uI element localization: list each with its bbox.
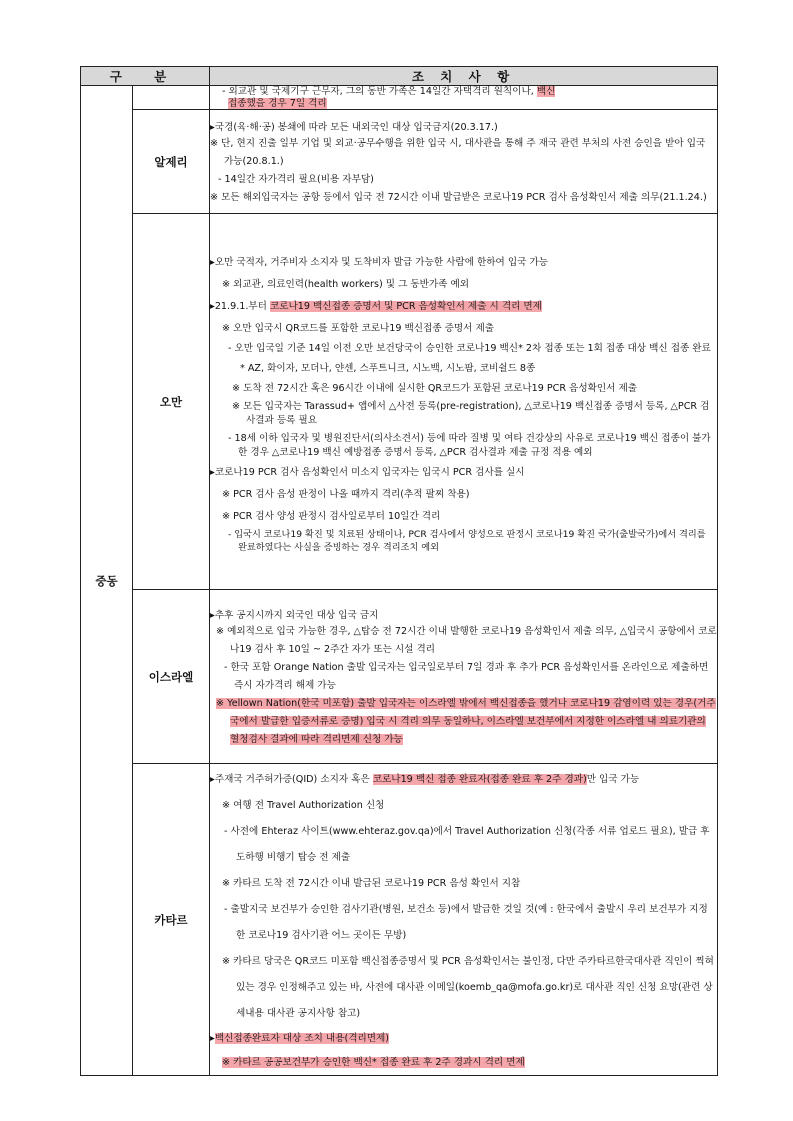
region-label: 중동	[95, 573, 118, 588]
measures-cell	[210, 764, 718, 1076]
text-line: - 한국 포함 Orange Nation 출발 입국자는 입국일로부터 7일 경과 후 추가 PCR 음성확인서를 온라인으로 제출하면 즉시 자가격리 해제 가능	[224, 661, 709, 691]
table-row	[81, 214, 718, 590]
text-line: ※ 외교관, 의료인력(health workers) 및 그 동반가족 예외	[222, 279, 470, 290]
highlight-text: 코로나19 백신 접종 완료자(접종 완료 후 2주 경과)	[372, 774, 587, 785]
measures-cell	[210, 110, 718, 214]
highlight-text: 백신	[536, 86, 556, 97]
text-line: ▸오만 국적자, 거주비자 소지자 및 도착비자 발급 가능한 사람에 한하여 입국 가능	[210, 257, 548, 268]
text-line: ▸주재국 거주허가증(QID) 소지자 혹은	[210, 774, 373, 785]
table-row	[81, 590, 718, 764]
highlight-text: 접종했을 경우 7일 격리	[228, 97, 327, 109]
country-name: 오만	[133, 214, 210, 590]
country-cell-empty	[133, 86, 210, 110]
text-line: ▸21.9.1.부터	[210, 301, 270, 312]
text-line: ※ 카타르 당국은 QR코드 미포함 백신접종증명서 및 PCR 음성확인서는 불인정, 다만 주카타르한국대사관 직인이 찍혀있는 경우 인정해주고 있는 바, 사전에 대사관 이메일(koemb_qa@mofa.go.kr)로 대사관 직인 신청 요망(관련 상세내용 대사관 공지사항 참고)	[222, 956, 714, 1019]
measures-cell	[210, 590, 718, 764]
highlight-text: 코로나19 백신접종 증명서 및 PCR 음성확인서 제출 시 격리 면제	[269, 301, 542, 312]
measures-cell	[210, 214, 718, 590]
region-cell	[81, 86, 133, 1076]
text-line: ※ 여행 전 Travel Authorization 신청	[222, 800, 385, 811]
text-line: - 출발지국 보건부가 승인한 검사기관(병원, 보건소 등)에서 발급한 것일 것(예 : 한국에서 출발시 우리 보건부가 지정한 코로나19 검사기관 어느 곳이든 무방)	[224, 904, 708, 941]
header-category: 구 분	[81, 67, 210, 86]
text-line: - 14일간 자가격리 필요(비용 자부담)	[218, 173, 374, 185]
text-line: ※ 카타르 도착 전 72시간 이내 발급된 코로나19 PCR 음성 확인서 지참	[222, 878, 521, 889]
text-line: ※ PCR 검사 음성 판정이 나올 때까지 격리(추적 팔찌 착용)	[222, 489, 470, 500]
text-line: ※ 도착 전 72시간 혹은 96시간 이내에 실시한 QR코드가 포함된 코로나19 PCR 음성확인서 제출	[232, 383, 637, 394]
text-line: 만 입국 가능	[586, 774, 640, 785]
text-line: - 18세 이하 입국자 및 병원진단서(의사소견서) 등에 따라 질병 및 여타 건강상의 사유로 코로나19 백신 접종이 불가한 경우 △코로나19 백신 예방접종 증명서 등록, △PCR 검사결과 제출 규정 적용 예외	[228, 433, 711, 458]
text-line: ▸국경(육·해·공) 봉쇄에 따라 모든 내외국인 대상 입국금지(20.3.17.)	[210, 121, 498, 133]
text-line: ※ PCR 검사 양성 판정시 검사일로부터 10일간 격리	[222, 511, 441, 522]
text-line: * AZ, 화이자, 모더나, 얀센, 스푸트니크, 시노백, 시노팜, 코비쉴드 8종	[240, 363, 536, 374]
text-line: ※ 예외적으로 입국 가능한 경우, △탑승 전 72시간 이내 발행한 코로나19 음성확인서 제출 의무, △입국시 공항에서 코로나19 검사 후 10일 ~ 2주간 자가 또는 시설 격리	[216, 625, 717, 655]
text-line: ※ 모든 해외입국자는 공항 등에서 입국 전 72시간 이내 발급받은 코로나19 PCR 검사 음성확인서 제출 의무(21.1.24.)	[210, 191, 707, 203]
text-line: - 외교관 및 국제기구 근무자, 그의 동반 가족은 14일간 자택격리 원칙이나,	[222, 86, 537, 97]
highlight-text: 백신접종완료자 대상 조치 내용(격리면제)	[214, 1033, 390, 1044]
text-line: ※ 오만 입국시 QR코드를 포함한 코로나19 백신접종 증명서 제출	[222, 323, 495, 334]
text-line: - 입국시 코로나19 확진 및 치료된 상태이나, PCR 검사에서 양성으로 판정시 코로나19 확진 국가(출발국가)에서 격리를 완료하였다는 사실을 증빙하는 경우 격리조치 예외	[228, 529, 706, 553]
text-line: ▸추후 공지시까지 외국인 대상 입국 금지	[210, 609, 379, 621]
highlight-text: ※ Yellown Nation(한국 미포함) 출발 입국자는 이스라엘 밖에서 백신접종을 했거나 코로나19 감염이력 있는 경우(거주국에서 발급한 입증서류로 증명) 입국 시 격리 의무 동일하나, 이스라엘 보건부에서 지정한 이스라엘 내 의료기관의 혈청검사 결과에 따라 격리면제 신청 가능	[216, 697, 716, 745]
measures-cell	[210, 86, 718, 110]
text-line: ※ 모든 입국자는 Tarassud+ 앱에서 △사전 등록(pre-registration), △코로나19 백신접종 증명서 등록, △PCR 검사결과 등록 필요	[232, 401, 710, 426]
text-line: - 사전에 Ehteraz 사이트(www.ehteraz.gov.qa)에서 Travel Authorization 신청(각종 서류 업로드 필요), 발급 후 도하행 비행기 탑승 전 제출	[224, 826, 710, 863]
table-header-row	[81, 67, 718, 86]
table-row	[81, 86, 718, 110]
highlight-text: ※ 카타르 공공보건부가 승인한 백신* 접종 완료 후 2주 경과시 격리 면제	[222, 1057, 525, 1068]
country-name: 알제리	[133, 110, 210, 214]
text-line: - 오만 입국일 기준 14일 이전 오만 보건당국이 승인한 코로나19 백신* 2차 접종 또는 1회 접종 대상 백신 접종 완료	[228, 343, 711, 354]
text-line: ▸코로나19 PCR 검사 음성확인서 미소지 입국자는 입국시 PCR 검사를 실시	[210, 467, 525, 478]
country-name: 카타르	[133, 764, 210, 1076]
header-measures: 조 치 사 항	[210, 67, 718, 86]
text-line: ▸	[210, 1033, 215, 1044]
table-row	[81, 110, 718, 214]
country-name: 이스라엘	[133, 590, 210, 764]
text-line: ※ 단, 현지 진출 일부 기업 및 외교·공무수행을 위한 입국 시, 대사관을 통해 주 재국 관련 부처의 사전 승인을 받아 입국 가능(20.8.1.)	[210, 137, 706, 167]
measures-table	[80, 66, 718, 1076]
table-row	[81, 764, 718, 1076]
